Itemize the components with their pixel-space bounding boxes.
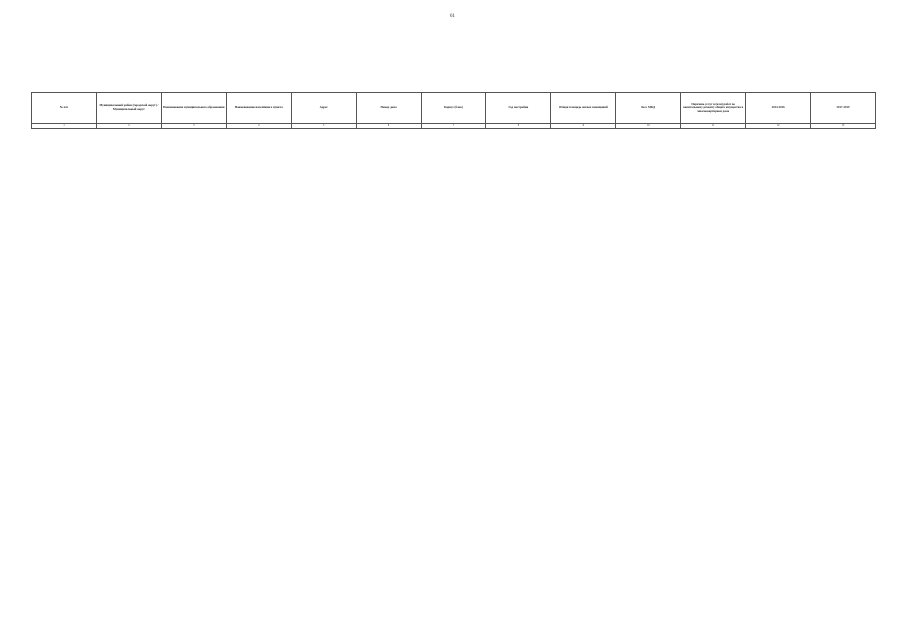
column-number: 6 xyxy=(356,124,421,129)
column-number: 5 xyxy=(291,124,356,129)
column-header: Год постройки xyxy=(486,93,551,124)
column-header: Наименование муниципального образования xyxy=(161,93,226,124)
column-header: Перечень услуг и (или) работ по капитальному ремонту общего имущества в многоквартирном доме xyxy=(681,93,746,124)
column-header: № п/п xyxy=(32,93,97,124)
column-number: 7 xyxy=(421,124,486,129)
column-number: 8 xyxy=(486,124,551,129)
page-number: 61 xyxy=(450,14,455,19)
column-number: 4 xyxy=(226,124,291,129)
column-number: 10 xyxy=(616,124,681,129)
column-number: 3 xyxy=(161,124,226,129)
column-number: 9 xyxy=(551,124,616,129)
table-column-number-row xyxy=(32,124,876,129)
column-header: Муниципальный район (городской округ) / Муниципальный округ xyxy=(96,93,161,124)
column-header: Адрес xyxy=(291,93,356,124)
column-header: Корпус (блок) xyxy=(421,93,486,124)
capital-repair-table xyxy=(31,92,876,129)
column-header: Номер дома xyxy=(356,93,421,124)
column-header: 2014-2016 xyxy=(746,93,811,124)
table-header-row xyxy=(32,93,876,124)
column-number: 11 xyxy=(681,124,746,129)
column-number: 1 xyxy=(32,124,97,129)
column-number: 12 xyxy=(746,124,811,129)
column-header: Общая площадь жилых помещений xyxy=(551,93,616,124)
column-header: Кол. МКД xyxy=(616,93,681,124)
column-header: 2017-2019 xyxy=(811,93,876,124)
capital-repair-table-wrap xyxy=(31,92,876,129)
column-number: 13 xyxy=(811,124,876,129)
column-number: 2 xyxy=(96,124,161,129)
column-header: Наименование населённого пункта xyxy=(226,93,291,124)
